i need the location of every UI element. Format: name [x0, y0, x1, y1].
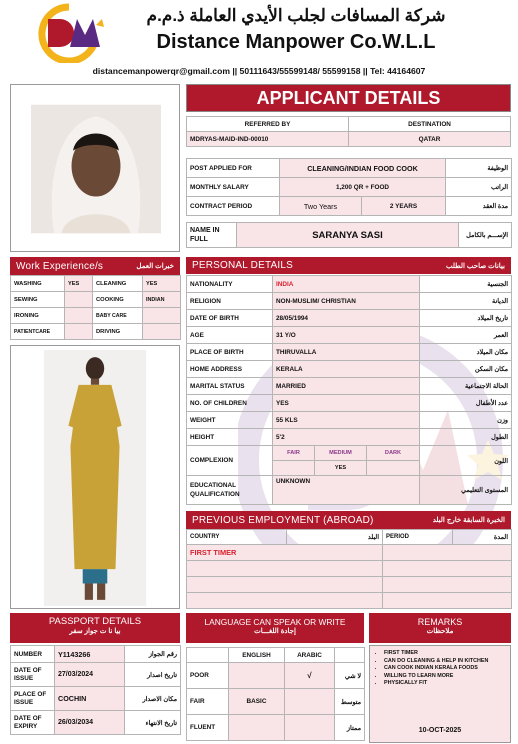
personal-row-arabic: الجنسية	[420, 276, 512, 293]
passport-row-arabic: تاريخ الانتهاء	[125, 711, 181, 735]
contract-label-arabic: مدة العقد	[446, 197, 512, 216]
work-item-label: IRONING	[11, 308, 65, 324]
country-label: COUNTRY	[187, 530, 287, 545]
personal-row-label: WEIGHT	[187, 412, 273, 429]
personal-row-arabic: وزن	[420, 412, 512, 429]
remark-item: • PHYSICALLY FIT	[384, 680, 506, 688]
name-value: SARANYA SASI	[237, 223, 459, 248]
remark-item: • CAN COOK INDIAN KERALA FOODS	[384, 665, 506, 673]
language-arabic-fluent	[285, 715, 335, 741]
personal-row-value: 31 Y/O	[273, 327, 420, 344]
education-label: EDUCATIONAL QUALIFICATION	[187, 476, 273, 505]
work-experience-title-text: Work Experience/s	[16, 260, 104, 272]
passport-number-value: Y1143266	[55, 646, 125, 663]
remarks-box	[369, 645, 511, 743]
work-item-label: BABY CARE	[93, 308, 143, 324]
personal-row-arabic: عدد الأطفال	[420, 395, 512, 412]
remarks-list	[384, 650, 506, 688]
applicant-details-title-text: APPLICANT DETAILS	[256, 87, 441, 108]
applicant-details-title	[186, 84, 511, 112]
passport-row-label: NUMBER	[11, 646, 55, 663]
complexion-option-dark: DARK	[367, 446, 420, 461]
name-label-arabic: الإســـم بالكامل	[459, 223, 512, 248]
language-level-label: FAIR	[187, 689, 229, 715]
language-col-english: ENGLISH	[229, 648, 285, 663]
complexion-label-arabic: اللون	[420, 446, 512, 476]
previous-employment-title-arabic: الخبرة السابقة خارج البلد	[432, 517, 505, 524]
language-arabic-fair	[285, 689, 335, 715]
period-label: PERIOD	[383, 530, 453, 545]
language-level-arabic: متوسط	[335, 689, 365, 715]
personal-row-value: KERALA	[273, 361, 420, 378]
previous-employment-period-cell	[383, 545, 512, 561]
education-value: UNKNOWN	[273, 476, 420, 505]
language-title	[186, 613, 364, 643]
work-item-label: CLEANING	[93, 276, 143, 292]
personal-details-title-arabic: بيانات صاحب الطلب	[445, 262, 505, 270]
education-label-arabic: المستوى التعليمي	[420, 476, 512, 505]
name-table	[186, 222, 511, 248]
personal-details-title	[186, 257, 511, 274]
work-item-value	[65, 308, 93, 324]
previous-employment-empty-row	[383, 561, 512, 577]
name-label: NAME IN FULL	[187, 223, 237, 248]
personal-row-arabic: الحالة الاجتماعية	[420, 378, 512, 395]
destination-label: DESTINATION	[349, 117, 511, 132]
work-item-label: WASHING	[11, 276, 65, 292]
contract-label: CONTRACT PERIOD	[187, 197, 280, 216]
salary-label: MONTHLY SALARY	[187, 178, 280, 197]
personal-row-label: NATIONALITY	[187, 276, 273, 293]
language-english-fluent	[229, 715, 285, 741]
personal-row-value: MARRIED	[273, 378, 420, 395]
post-label: POST APPLIED FOR	[187, 159, 280, 178]
work-item-value	[65, 324, 93, 340]
previous-employment-title	[186, 511, 511, 529]
language-level-label: POOR	[187, 663, 229, 689]
personal-row-value: 5'2	[273, 429, 420, 446]
personal-row-value: NON-MUSLIM/ CHRISTIAN	[273, 293, 420, 310]
passport-details-title	[10, 613, 180, 643]
personal-row-label: HEIGHT	[187, 429, 273, 446]
personal-row-arabic: مكان الميلاد	[420, 344, 512, 361]
personal-details-table	[186, 275, 511, 505]
company-name-arabic: شركة المسافات لجلب الأيدي العاملة ذ.م.م	[146, 6, 446, 25]
work-experience-title-arabic: خبرات العمل	[136, 263, 174, 270]
personal-row-arabic: الطول	[420, 429, 512, 446]
remarks-title-text: REMARKS	[417, 617, 463, 627]
personal-row-label: RELIGION	[187, 293, 273, 310]
language-level-arabic: لا شي	[335, 663, 365, 689]
full-body-photo-icon	[38, 350, 152, 606]
dm-logo-icon	[30, 3, 108, 63]
referred-by-label: REFERRED BY	[187, 117, 349, 132]
personal-details-title-text: PERSONAL DETAILS	[192, 260, 294, 271]
complexion-label: COMPLEXION	[187, 446, 273, 476]
face-photo-icon	[31, 87, 161, 251]
previous-employment-empty-row	[187, 561, 383, 577]
passport-expiry-date-value: 26/03/2034	[55, 711, 125, 735]
passport-table	[10, 645, 180, 735]
personal-row-value: 55 KLS	[273, 412, 420, 429]
passport-row-label: DATE OF EXPIRY	[11, 711, 55, 735]
complexion-option-medium: MEDIUM	[315, 446, 367, 461]
remarks-date: 10-OCT-2025	[418, 727, 462, 734]
personal-row-label: NO. OF CHILDREN	[187, 395, 273, 412]
work-item-value: INDIAN	[143, 292, 181, 308]
previous-employment-title-text: PREVIOUS EMPLOYMENT (ABROAD)	[192, 514, 374, 526]
passport-issue-date-value: 27/03/2024	[55, 663, 125, 687]
remarks-title	[369, 613, 511, 643]
language-english-fair: BASIC	[229, 689, 285, 715]
complexion-option-fair: FAIR	[273, 446, 315, 461]
post-value: CLEANING/INDIAN FOOD COOK	[280, 159, 446, 178]
passport-details-title-arabic: بيا نا ت جواز سفر	[69, 628, 121, 635]
remark-item: • CAN DO CLEANING & HELP IN KITCHEN	[384, 658, 506, 666]
work-item-value: YES	[143, 276, 181, 292]
complexion-dark-mark	[367, 461, 420, 476]
work-item-value	[143, 308, 181, 324]
applicant-face-photo	[10, 84, 180, 252]
language-corner-cell	[335, 648, 365, 663]
language-corner-cell	[187, 648, 229, 663]
language-title-text: LANGUAGE CAN SPEAK OR WRITE	[204, 617, 346, 627]
post-label-arabic: الوظيفة	[446, 159, 512, 178]
applicant-full-body-photo	[10, 345, 180, 609]
contract-value-years: 2 YEARS	[362, 197, 446, 216]
passport-row-label: DATE OF ISSUE	[11, 663, 55, 687]
passport-row-arabic: مكان الاصدار	[125, 687, 181, 711]
work-item-label: COOKING	[93, 292, 143, 308]
contract-value-text: Two Years	[280, 197, 362, 216]
personal-row-arabic: العمر	[420, 327, 512, 344]
nationality-value: INDIA	[273, 276, 420, 293]
country-label-arabic: البلد	[287, 530, 383, 545]
remarks-title-arabic: ملاحظات	[426, 628, 454, 635]
passport-row-label: PLACE OF ISSUE	[11, 687, 55, 711]
personal-row-arabic: الديانة	[420, 293, 512, 310]
referred-by-value: MDRYAS-MAID-IND-00010	[187, 132, 349, 147]
personal-row-value: THIRUVALLA	[273, 344, 420, 361]
work-experience-title	[10, 257, 180, 275]
salary-value: 1,200 QR + FOOD	[280, 178, 446, 197]
personal-row-label: PLACE OF BIRTH	[187, 344, 273, 361]
company-name-english: Distance Manpower Co.W.L.L	[156, 31, 436, 53]
previous-employment-empty-row	[187, 577, 383, 593]
destination-value: QATAR	[349, 132, 511, 147]
passport-row-arabic: تاريخ اصدار	[125, 663, 181, 687]
work-item-label: DRIVING	[93, 324, 143, 340]
previous-employment-empty-row	[187, 593, 383, 609]
personal-row-label: MARITAL STATUS	[187, 378, 273, 395]
language-level-label: FLUENT	[187, 715, 229, 741]
personal-row-label: AGE	[187, 327, 273, 344]
language-english-poor	[229, 663, 285, 689]
remark-item: • FIRST TIMER	[384, 650, 506, 658]
complexion-medium-mark: YES	[315, 461, 367, 476]
work-experience-table	[10, 275, 180, 340]
language-table	[186, 647, 364, 741]
personal-row-label: HOME ADDRESS	[187, 361, 273, 378]
language-col-arabic: ARABIC	[285, 648, 335, 663]
work-item-value	[143, 324, 181, 340]
previous-employment-first-timer: FIRST TIMER	[187, 545, 383, 561]
work-item-value: YES	[65, 276, 93, 292]
language-arabic-poor-check: √	[285, 663, 335, 689]
language-title-arabic: إجادة اللغـــات	[254, 628, 296, 635]
remark-item: • WILLING TO LEARN MORE	[384, 673, 506, 681]
previous-employment-table	[186, 529, 511, 609]
personal-row-arabic: مكان السكن	[420, 361, 512, 378]
work-item-label: PATIENTCARE	[11, 324, 65, 340]
personal-row-arabic: تاريخ الميلاد	[420, 310, 512, 327]
personal-row-label: DATE OF BIRTH	[187, 310, 273, 327]
previous-employment-empty-row	[383, 593, 512, 609]
post-table	[186, 158, 511, 216]
company-contact: distancemanpowerqr@gmail.com || 50111643/55599148/ 55599158 || Tel: 44164607	[92, 66, 426, 76]
complexion-fair-mark	[273, 461, 315, 476]
language-level-arabic: ممتاز	[335, 715, 365, 741]
period-label-arabic: المدة	[453, 530, 512, 545]
passport-row-arabic: رقم الجواز	[125, 646, 181, 663]
work-item-value	[65, 292, 93, 308]
personal-row-value: YES	[273, 395, 420, 412]
work-item-label: SEWING	[11, 292, 65, 308]
personal-row-value: 28/05/1994	[273, 310, 420, 327]
salary-label-arabic: الراتب	[446, 178, 512, 197]
passport-issue-place-value: COCHIN	[55, 687, 125, 711]
passport-details-title-text: PASSPORT DETAILS	[48, 616, 142, 627]
applicant-table	[186, 116, 511, 147]
previous-employment-empty-row	[383, 577, 512, 593]
